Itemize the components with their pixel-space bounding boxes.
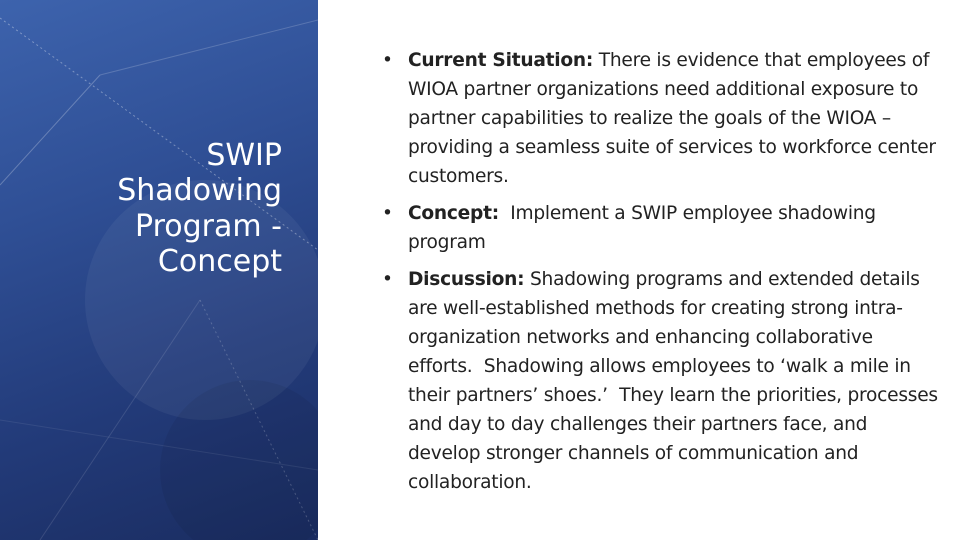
bullet-text: Shadowing programs and extended details are well-established methods for creating strong intra-organization networks and enhancing collaborative efforts. Shadowing allows employees to ‘walk a mile in their partners’ shoes.’ They learn the priorities, processes and day to day challenges their partners face, and develop stronger channels of communication and collaboration. xyxy=(408,269,944,493)
bullet-label: Discussion: xyxy=(408,269,525,290)
bullet-concept xyxy=(382,199,942,257)
bullet-current-situation xyxy=(382,46,942,191)
title-line: SWIP xyxy=(206,138,282,173)
bullet-discussion xyxy=(382,265,942,497)
bullet-text: Implement a SWIP employee shadowing program xyxy=(408,203,882,253)
bullet-list xyxy=(382,46,942,505)
slide-title xyxy=(22,138,282,280)
bullet-label: Current Situation: xyxy=(408,50,594,71)
bullet-dot: • xyxy=(382,269,393,290)
title-line: Concept xyxy=(157,244,282,280)
bullet-dot: • xyxy=(382,203,393,224)
bullet-text: There is evidence that employees of WIOA partner organizations need additional exposure to partner capabilities to realize the goals of the WIOA – providing a seamless suite of services to workforce center customers. xyxy=(408,50,936,187)
bullet-dot: • xyxy=(382,50,393,71)
title-line: Shadowing xyxy=(117,173,282,209)
bullet-label: Concept: xyxy=(408,203,499,224)
title-line: Program - xyxy=(135,208,282,244)
title-panel xyxy=(0,0,318,540)
